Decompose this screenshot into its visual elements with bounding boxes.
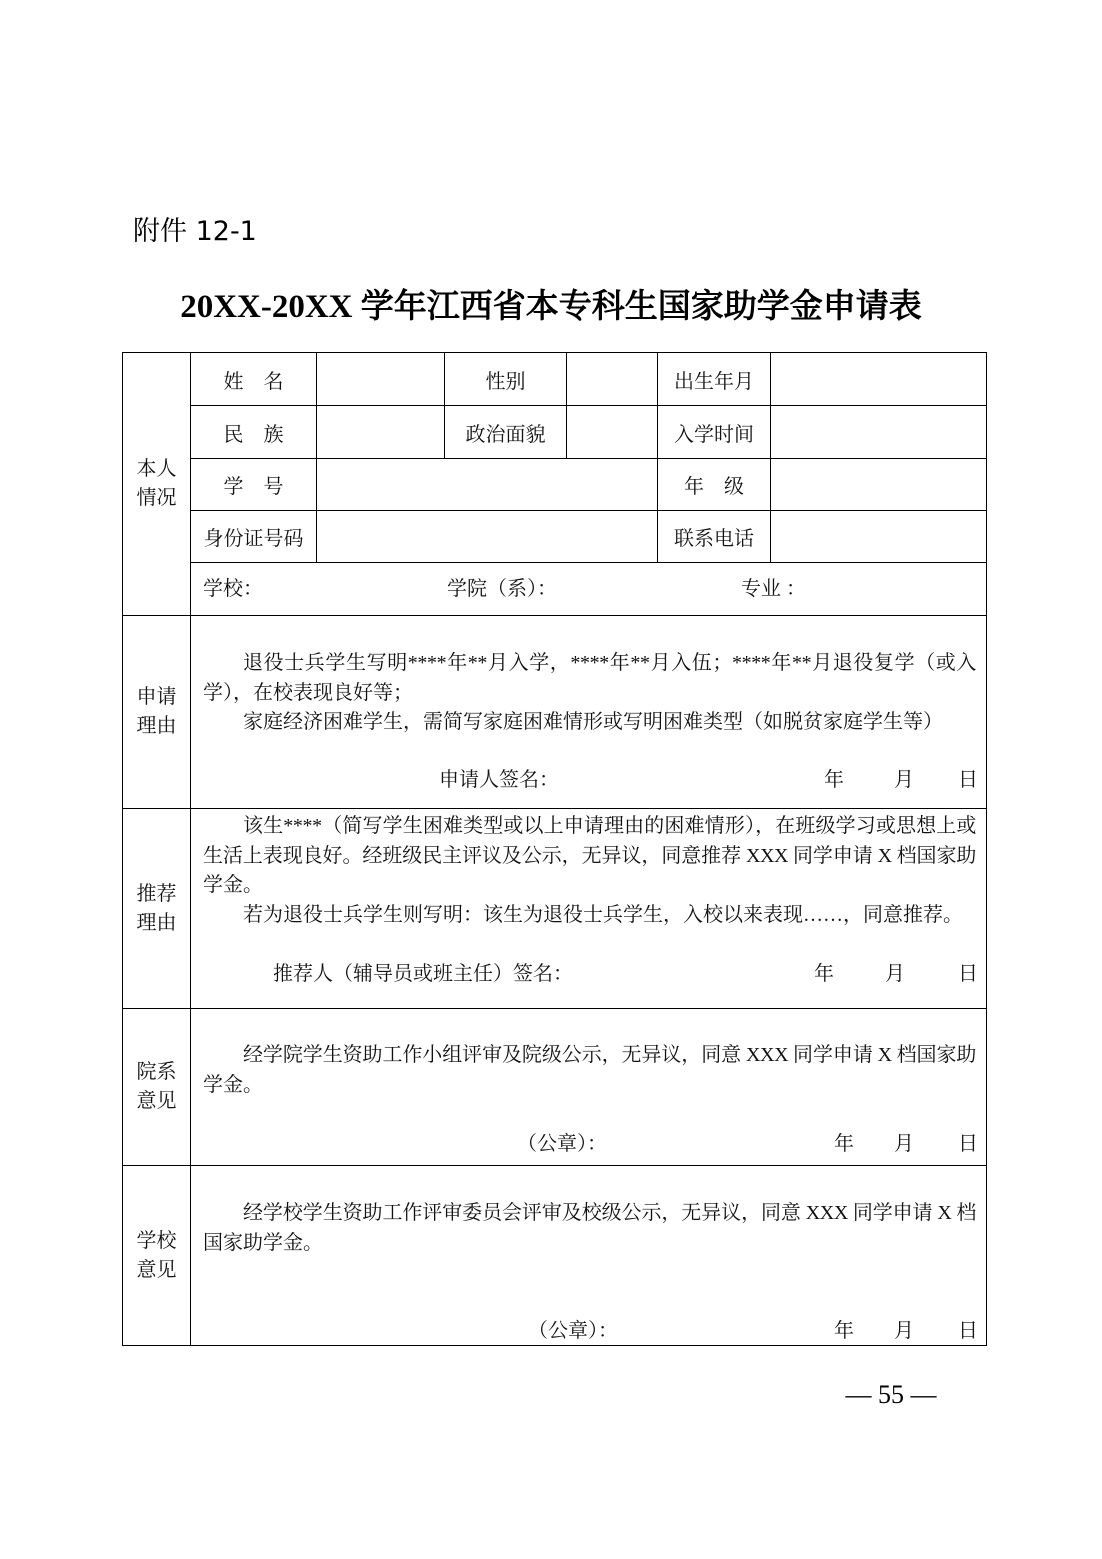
date-day-label: 日 xyxy=(958,769,978,791)
school-opinion-text xyxy=(203,1199,976,1258)
recommendation-reason-body xyxy=(191,809,987,1009)
section-label-school-opinion xyxy=(123,1166,191,1346)
name-value-cell xyxy=(317,353,445,406)
application-reason-line: 学），在校表现良好等； xyxy=(203,681,413,704)
section-label-text: 院系意见 xyxy=(136,1061,177,1112)
section-label-personal xyxy=(123,353,191,616)
school-opinion-line: 经学校学生资助工作评审委员会评审及校级公示，无异议，同意 XXX 同学申请 X 档 xyxy=(243,1202,976,1224)
application-reason-body xyxy=(191,616,987,809)
school-seal-row xyxy=(191,1317,986,1347)
school-opinion-line: 国家助学金。 xyxy=(203,1231,323,1254)
section-label-recommendation-reason xyxy=(123,809,191,1009)
enrollment-date-label: 入学时间 xyxy=(658,406,771,459)
department-opinion-line: 经学院学生资助工作小组评审及院级公示，无异议，同意 XXX 同学申请 X 档国家助 xyxy=(243,1044,976,1066)
recommendation-reason-line: 学金。 xyxy=(203,874,263,896)
college-label: 学院（系）： xyxy=(447,578,557,600)
political-status-label: 政治面貌 xyxy=(445,406,567,459)
birth-date-value-cell xyxy=(771,353,987,406)
page-number: — 55 — xyxy=(845,1380,937,1409)
application-reason-line: 退役士兵学生写明****年**月入学，****年**月入伍；****年**月退役复学（或入 xyxy=(243,652,976,674)
student-id-label: 学 号 xyxy=(191,459,317,511)
recommendation-reason-text xyxy=(203,812,976,930)
section-label-text: 申请理由 xyxy=(136,686,177,737)
date-month-label: 月 xyxy=(894,1320,914,1342)
id-card-label: 身份证号码 xyxy=(191,511,317,563)
application-form-table xyxy=(122,352,987,1346)
date-year-label: 年 xyxy=(834,1133,854,1155)
recommendation-reason-line: 该生****（简写学生困难类型或以上申请理由的困难情形），在班级学习或思想上或 xyxy=(243,815,976,837)
ethnicity-label: 民 族 xyxy=(191,406,317,459)
date-month-label: 月 xyxy=(885,963,905,985)
ethnicity-value-cell xyxy=(317,406,445,459)
attachment-label: 附件 12-1 xyxy=(133,216,257,247)
school-info-row xyxy=(191,563,987,616)
department-opinion-body xyxy=(191,1009,987,1166)
enrollment-date-value-cell xyxy=(771,406,987,459)
section-label-text: 本人情况 xyxy=(136,458,177,509)
date-year-label: 年 xyxy=(824,769,844,791)
form-title: 20XX-20XX 学年江西省本专科生国家助学金申请表 xyxy=(180,289,922,325)
phone-value-cell xyxy=(771,511,987,563)
date-year-label: 年 xyxy=(814,963,834,985)
applicant-signature-label: 申请人签名： xyxy=(439,769,559,791)
recommendation-reason-line: 生活上表现良好。经班级民主评议及公示，无异议，同意推荐 XXX 同学申请 X 档国家助 xyxy=(203,844,976,867)
date-day-label: 日 xyxy=(958,1133,978,1155)
recommender-signature-label: 推荐人（辅导员或班主任）签名： xyxy=(273,963,573,985)
date-day-label: 日 xyxy=(958,963,978,985)
department-seal-label: （公章）： xyxy=(517,1133,607,1155)
date-month-label: 月 xyxy=(894,769,914,791)
recommender-signature-row xyxy=(191,960,986,990)
application-reason-line: 家庭经济困难学生，需简写家庭困难情形或写明困难类型（如脱贫家庭学生等） xyxy=(243,711,943,733)
school-opinion-body xyxy=(191,1166,987,1346)
section-label-text: 学校意见 xyxy=(136,1229,177,1281)
recommendation-reason-line: 若为退役士兵学生则写明：该生为退役士兵学生，入校以来表现……，同意推荐。 xyxy=(243,903,963,926)
gender-value-cell xyxy=(567,353,658,406)
name-label: 姓 名 xyxy=(191,353,317,406)
department-opinion-text xyxy=(203,1041,976,1100)
section-label-text: 推荐理由 xyxy=(136,882,177,934)
date-month-label: 月 xyxy=(894,1133,914,1155)
id-card-value-cell xyxy=(317,511,658,563)
major-label: 专业 ： xyxy=(741,578,806,600)
application-reason-text xyxy=(203,649,976,738)
grade-value-cell xyxy=(771,459,987,511)
gender-label: 性别 xyxy=(445,353,567,406)
student-id-value-cell xyxy=(317,459,658,511)
birth-date-label: 出生年月 xyxy=(658,353,771,406)
grade-label: 年 级 xyxy=(658,459,771,511)
section-label-department-opinion xyxy=(123,1009,191,1166)
school-seal-label: （公章）： xyxy=(528,1320,618,1342)
date-day-label: 日 xyxy=(958,1320,978,1342)
date-year-label: 年 xyxy=(834,1320,854,1342)
section-label-application-reason xyxy=(123,616,191,809)
department-opinion-line: 学金。 xyxy=(203,1073,263,1096)
phone-label: 联系电话 xyxy=(658,511,771,563)
applicant-signature-row xyxy=(191,766,986,796)
school-label: 学校： xyxy=(203,578,263,600)
department-seal-row xyxy=(191,1130,986,1160)
political-status-value-cell xyxy=(567,406,658,459)
